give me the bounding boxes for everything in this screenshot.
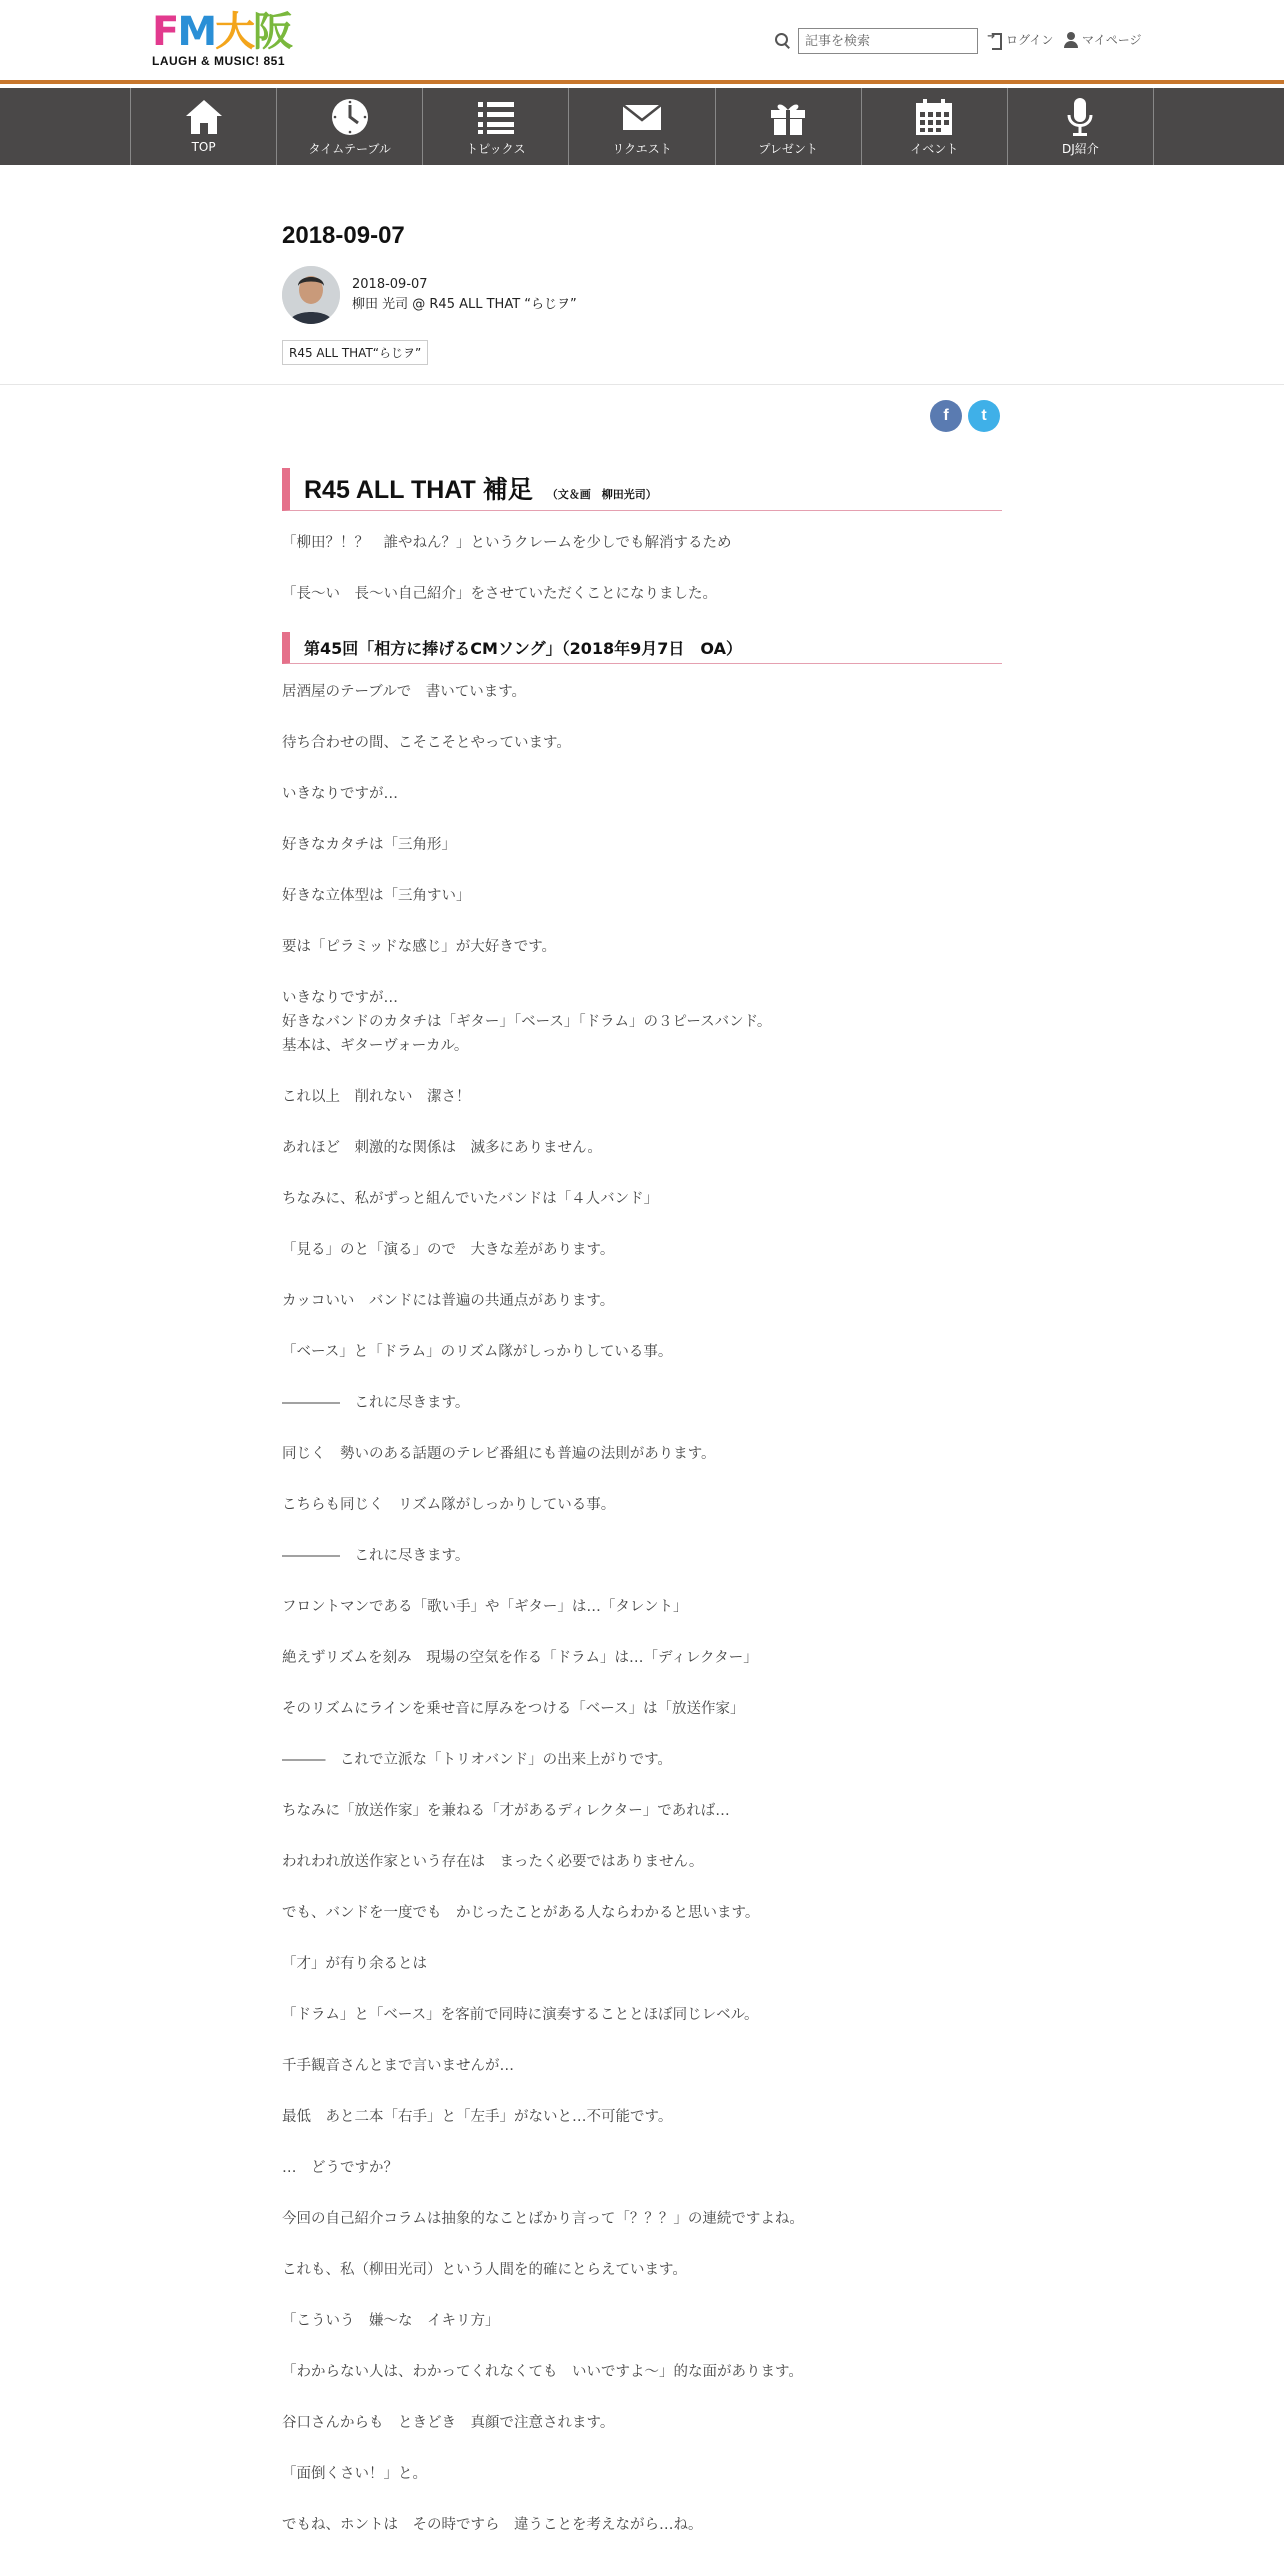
search-area — [772, 28, 978, 54]
article-paragraph — [282, 1697, 1002, 1721]
article-paragraph — [282, 1544, 1002, 1568]
paragraph-line: 千手観音さんとまで言いませんが… — [282, 2058, 514, 2074]
article-paragraph — [282, 1595, 1002, 1619]
nav-label: プレゼント — [758, 142, 818, 156]
post-date: 2018-09-07 — [352, 277, 428, 292]
paragraph-line: 「見る」のと「演る」ので 大きな差があります。 — [282, 1242, 615, 1258]
paragraph-line: カッコいい バンドには普遍の共通点があります。 — [282, 1293, 615, 1309]
paragraph-line: こちらも同じく リズム隊がしっかりしている事。 — [282, 1497, 616, 1513]
article-body — [282, 468, 1002, 2564]
paragraph-line: 「ドラム」と「ベース」を客前で同時に演奏することとほぼ同じレベル。 — [282, 2007, 759, 2023]
article-heading-title: R45 ALL THAT 補足 — [304, 476, 533, 504]
article-paragraph — [282, 2360, 1002, 2384]
article-paragraph — [282, 2258, 1002, 2282]
search-icon[interactable] — [772, 30, 794, 52]
article-paragraph — [282, 2309, 1002, 2333]
paragraph-line: 基本は、ギターヴォーカル。 — [282, 1038, 469, 1054]
paragraph-line: 「わからない人は、わかってくれなくても いいですよ～」的な面があります。 — [282, 2364, 803, 2380]
logo-letter: M — [177, 9, 216, 55]
article-paragraph — [282, 935, 1002, 959]
article-paragraphs — [282, 680, 1002, 2537]
paragraph-line: 「才」が有り余るとは — [282, 1956, 427, 1972]
paragraph-line: 要は「ピラミッドな感じ」が大好きです。 — [282, 939, 557, 955]
search-input[interactable] — [798, 28, 978, 54]
paragraph-line: いきなりですが… — [282, 990, 398, 1006]
paragraph-line: ちなみに、私がずっと組んでいたバンドは「４人バンド」 — [282, 1191, 659, 1207]
home-icon — [182, 96, 226, 138]
nav-label: DJ紹介 — [1062, 142, 1099, 156]
paragraph-line: フロントマンである「歌い手」や「ギター」は…「タレント」 — [282, 1599, 688, 1615]
paragraph-line: 好きなバンドのカタチは「ギター」「ベース」「ドラム」の３ピースバンド。 — [282, 1014, 772, 1030]
clock-icon — [328, 96, 372, 138]
article-paragraph — [282, 1646, 1002, 1670]
main-nav — [0, 88, 1284, 165]
site-header — [0, 0, 1284, 84]
nav-item-present[interactable] — [716, 88, 862, 165]
article-paragraph — [282, 1799, 1002, 1823]
nav-item-event[interactable] — [862, 88, 1008, 165]
paragraph-line: これ以上 削れない 潔さ！ — [282, 1089, 471, 1105]
nav-label: イベント — [910, 142, 959, 156]
article-paragraph — [282, 2207, 1002, 2231]
paragraph-line: 居酒屋のテーブルで 書いています。 — [282, 684, 527, 700]
article-paragraph — [282, 680, 1002, 704]
paragraph-line: ちなみに「放送作家」を兼ねる「才があるディレクター」であれば… — [282, 1803, 730, 1819]
article-paragraph — [282, 1493, 1002, 1517]
logo-letter: F — [152, 9, 178, 55]
paragraph-line: でも、バンドを一度でも かじったことがある人ならわかると思います。 — [282, 1905, 760, 1921]
article-paragraph — [282, 2462, 1002, 2486]
program-tag[interactable]: R45 ALL THAT“らじヲ” — [282, 340, 428, 365]
paragraph-line: そのリズムにラインを乗せ音に厚みをつける「ベース」は「放送作家」 — [282, 1701, 745, 1717]
intro-paragraph: 「柳田？！？ 誰やねん？」というクレームを少しでも解消するため — [282, 535, 732, 551]
paragraph-line: でもね、ホントは その時ですら 違うことを考えながら…ね。 — [282, 2517, 703, 2533]
facebook-share-button[interactable] — [930, 400, 962, 432]
article-paragraph — [282, 731, 1002, 755]
article-paragraph — [282, 1850, 1002, 1874]
nav-label: リクエスト — [612, 142, 672, 156]
article-paragraph — [282, 2411, 1002, 2435]
mypage-label: マイページ — [1082, 33, 1142, 47]
article-paragraph — [282, 1901, 1002, 1925]
intro-paragraph: 「長～い 長～い自己紹介」をさせていただくことになりました。 — [282, 586, 717, 602]
paragraph-line: 今回の自己紹介コラムは抽象的なことばかり言って「？？？」の連続ですよね。 — [282, 2211, 804, 2227]
article-paragraph — [282, 1289, 1002, 1313]
article-paragraph — [282, 1340, 1002, 1364]
logo-letter: 阪 — [253, 9, 292, 55]
page-title: 2018-09-07 — [282, 222, 405, 249]
paragraph-line: ―――― これに尽きます。 — [282, 1395, 470, 1411]
facebook-icon: f — [943, 407, 949, 424]
paragraph-line: われわれ放送作家という存在は まったく必要ではありません。 — [282, 1854, 704, 1870]
calendar-icon — [912, 96, 956, 138]
article-paragraph — [282, 1238, 1002, 1262]
article-paragraph — [282, 1748, 1002, 1772]
avatar[interactable] — [282, 266, 340, 324]
paragraph-line: 最低 あと二本「右手」と「左手」がないと…不可能です。 — [282, 2109, 673, 2125]
article-paragraph — [282, 2513, 1002, 2537]
article-paragraph — [282, 1952, 1002, 1976]
article-paragraph — [282, 1187, 1002, 1211]
article-paragraph — [282, 1136, 1002, 1160]
article-paragraph — [282, 833, 1002, 857]
nav-item-dj[interactable] — [1008, 88, 1154, 165]
article-paragraph — [282, 1391, 1002, 1415]
list-icon — [474, 96, 518, 138]
user-icon — [1064, 32, 1078, 48]
nav-label: TOP — [191, 140, 216, 154]
nav-label: トピックス — [466, 142, 526, 156]
article-paragraph — [282, 2003, 1002, 2027]
article-paragraph — [282, 2054, 1002, 2078]
paragraph-line: あれほど 刺激的な関係は 滅多にありません。 — [282, 1140, 602, 1156]
author-info — [282, 266, 577, 324]
paragraph-line: 「こういう 嫌～な イキリ方」 — [282, 2313, 500, 2329]
twitter-share-button[interactable] — [968, 400, 1000, 432]
article-paragraph — [282, 986, 1002, 1058]
logo-letter: 大 — [215, 9, 254, 55]
mail-icon — [620, 96, 664, 138]
nav-item-request[interactable] — [569, 88, 715, 165]
author-name[interactable]: 柳田 光司 @ R45 ALL THAT “らじヲ” — [352, 297, 577, 312]
article-paragraph — [282, 884, 1002, 908]
paragraph-line: ―――― これに尽きます。 — [282, 1548, 470, 1564]
login-icon — [988, 32, 1002, 48]
login-label: ログイン — [1006, 33, 1054, 47]
nav-item-timetable[interactable] — [277, 88, 423, 165]
paragraph-line: 「面倒くさい！」と。 — [282, 2466, 427, 2482]
article-heading — [282, 468, 1002, 511]
gift-icon — [766, 96, 810, 138]
login-link[interactable] — [988, 31, 1053, 48]
twitter-icon: t — [981, 407, 987, 424]
article-paragraph — [282, 1085, 1002, 1109]
paragraph-line: これも、私（柳田光司）という人間を的確にとらえています。 — [282, 2262, 687, 2278]
logo-letters — [152, 9, 304, 55]
article-subheading: 第45回「相方に捧げるCMソング」（2018年9月7日 OA） — [282, 632, 1002, 664]
paragraph-line: 好きなカタチは「三角形」 — [282, 837, 456, 853]
paragraph-line: ――― これで立派な「トリオバンド」の出来上がりです。 — [282, 1752, 672, 1768]
site-logo[interactable] — [152, 9, 304, 72]
paragraph-line: 同じく 勢いのある話題のテレビ番組にも普遍の法則があります。 — [282, 1446, 716, 1462]
divider — [0, 384, 1284, 385]
paragraph-line: いきなりですが… — [282, 786, 398, 802]
article-paragraph — [282, 2156, 1002, 2180]
paragraph-line: 待ち合わせの間、こそこそとやっています。 — [282, 735, 571, 751]
mypage-link[interactable] — [1064, 31, 1142, 48]
paragraph-line: 「ベース」と「ドラム」のリズム隊がしっかりしている事。 — [282, 1344, 673, 1360]
article-heading-credit: （文＆画 柳田光司） — [546, 488, 657, 501]
paragraph-line: 好きな立体型は「三角すい」 — [282, 888, 471, 904]
article-paragraph — [282, 1442, 1002, 1466]
logo-tagline: LAUGH & MUSIC! 851 — [152, 54, 286, 68]
article-intro — [282, 531, 1002, 606]
paragraph-line: 谷口さんからも ときどき 真顔で注意されます。 — [282, 2415, 615, 2431]
nav-item-topics[interactable] — [423, 88, 569, 165]
nav-item-top[interactable] — [131, 88, 277, 165]
paragraph-line: 絶えずリズムを刻み 現場の空気を作る「ドラム」は…「ディレクター」 — [282, 1650, 758, 1666]
article-paragraph — [282, 782, 1002, 806]
microphone-icon — [1058, 96, 1102, 138]
nav-label: タイムテーブル — [308, 142, 391, 156]
article-paragraph — [282, 2105, 1002, 2129]
paragraph-line: … どうですか？ — [282, 2160, 398, 2176]
